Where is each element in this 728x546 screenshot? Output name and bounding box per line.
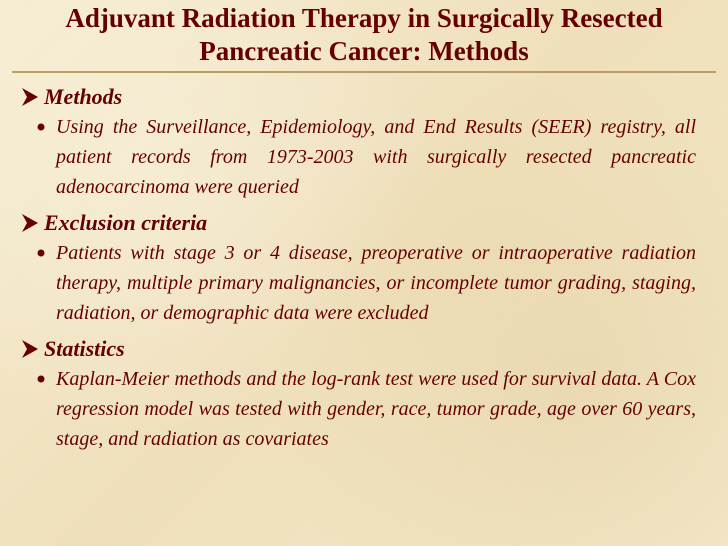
section-heading	[22, 208, 696, 238]
section-exclusion-criteria	[22, 208, 696, 328]
slide-title	[0, 0, 728, 68]
section-bullet	[22, 238, 696, 328]
section-heading-text: Statistics	[44, 336, 125, 361]
section-heading-text: Exclusion criteria	[44, 210, 208, 235]
slide-title-line-2: Pancreatic Cancer: Methods	[199, 36, 529, 66]
slide-title-line-1: Adjuvant Radiation Therapy in Surgically Resected	[65, 3, 663, 33]
section-heading-text: Methods	[44, 84, 123, 109]
section-heading	[22, 82, 696, 112]
title-divider	[12, 71, 716, 73]
arrow-bullet-icon	[22, 340, 38, 358]
section-heading	[22, 334, 696, 364]
section-statistics	[22, 334, 696, 454]
arrow-bullet-icon	[22, 214, 38, 232]
section-bullet	[22, 112, 696, 202]
dot-bullet-icon	[38, 376, 45, 383]
section-bullet-text: Kaplan-Meier methods and the log-rank test were used for survival data. A Cox regression model was tested with gender, race, tumor grade, age over 60 years, stage, and radiation as covariates	[56, 368, 696, 450]
dot-bullet-icon	[38, 124, 45, 131]
section-methods	[22, 82, 696, 202]
section-bullet-text: Patients with stage 3 or 4 disease, preoperative or intraoperative radiation therapy, multiple primary malignancies, or incomplete tumor grading, staging, radiation, or demographic data were excluded	[56, 242, 696, 324]
arrow-bullet-icon	[22, 88, 38, 106]
section-bullet	[22, 364, 696, 454]
section-bullet-text: Using the Surveillance, Epidemiology, and End Results (SEER) registry, all patient records from 1973-2003 with surgically resected pancreatic adenocarcinoma were queried	[56, 116, 696, 198]
dot-bullet-icon	[38, 250, 45, 257]
slide-content	[22, 82, 696, 460]
